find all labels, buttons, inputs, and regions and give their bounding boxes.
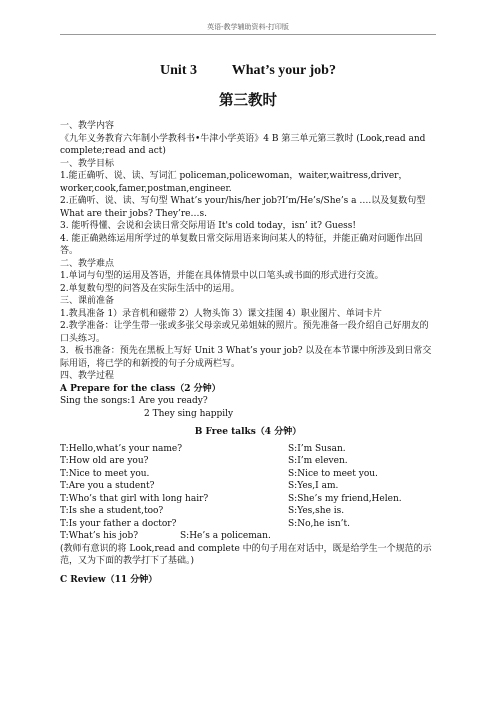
student-line: S:I’m Susan. bbox=[288, 443, 346, 454]
teacher-line: T:Hello,what’s your name? bbox=[60, 443, 183, 454]
student-line: S:Yes,I am. bbox=[288, 481, 339, 491]
dialog-row bbox=[60, 468, 436, 481]
goal-4: 4. 能正确熟练运用所学过的单复数日常交际用语来询问某人的特征，并能正确对问题作出回答。 bbox=[60, 233, 423, 256]
teacher-note: (教师有意识的将 Look,read and complete 中的句子用在对话中，既是给学生一个规范的示范，又为下面的教学打下了基础。) bbox=[60, 543, 432, 566]
song-1: Sing the songs:1 Are you ready? bbox=[60, 396, 208, 406]
preparation-2: 2.教学准备：让学生带一张或多张父母亲或兄弟姐妹的照片。预先准备一段介绍自己好朋友的口头练习。 bbox=[60, 321, 429, 344]
section-heading-goals: 一、教学目标 bbox=[60, 158, 115, 169]
section-heading-difficulties: 二、教学难点 bbox=[60, 258, 115, 269]
unit-title: Unit 3 What’s your job? bbox=[160, 63, 336, 78]
student-line: S:No,he isn’t. bbox=[288, 518, 350, 529]
difficulty-2: 2.单复数句型的问答及在实际生活中的运用。 bbox=[60, 283, 240, 294]
section-c-heading: C Review（11 分钟） bbox=[60, 574, 158, 585]
student-line: S:She’s my friend,Helen. bbox=[288, 493, 402, 504]
section-b-heading: B Free talks（4 分钟） bbox=[194, 427, 302, 437]
goal-2: 2.正确听、说、读、写句型 What’s your/his/her job?I’m/He’s/She’s a ….以及复数句型 What are their jobs? They’re…s. bbox=[60, 196, 426, 219]
dialog-row bbox=[60, 480, 436, 493]
dialog-row bbox=[60, 518, 436, 531]
document-body bbox=[60, 62, 436, 586]
section-heading-preparation: 三、课前准备 bbox=[60, 296, 115, 306]
dialog-row bbox=[60, 493, 436, 506]
header-rule bbox=[60, 34, 436, 35]
content-text: 《九年义务教育六年制小学教科书•牛津小学英语》4 B 第三单元第三教时 (Look,read and complete;read and act) bbox=[60, 133, 426, 156]
student-line: S:He’s a policeman. bbox=[180, 531, 271, 541]
dialog-row bbox=[60, 505, 436, 518]
dialog-row bbox=[60, 443, 436, 456]
lesson-subtitle: 第三教时 bbox=[219, 92, 277, 109]
preparation-3: 3．板书准备：预先在黑板上写好 Unit 3 What’s your job? 以及在本节课中所涉及到日常交际用语，将已学的和新授的句子分成两栏写。 bbox=[60, 346, 432, 369]
student-line: S:Nice to meet you. bbox=[288, 468, 378, 479]
section-heading-content: 一、教学内容 bbox=[60, 121, 115, 131]
difficulty-1: 1.单词与句型的运用及答语，并能在具体情景中以口笔头或书面的形式进行交流。 bbox=[60, 271, 384, 281]
student-line: S:Yes,she is. bbox=[288, 506, 345, 516]
free-talk-dialog bbox=[60, 443, 436, 543]
goal-3: 3. 能听得懂、会说和会读日常交际用语 It's cold today，isn’ it? Guess! bbox=[60, 221, 357, 231]
teacher-line: T:Is your father a doctor? bbox=[60, 518, 177, 529]
teacher-line: T:What’s his job? bbox=[60, 531, 139, 541]
dialog-row-last bbox=[60, 530, 436, 543]
goal-1: 1.能正确听、说、读、写词汇 policeman,policewoman，waiter,waitress,driver，worker,cook,famer,postman,engineer. bbox=[60, 171, 408, 194]
preparation-1: 1.教具准备 1）录音机和磁带 2）人物头饰 3）课文挂图 4）职业图片、单词卡片 bbox=[60, 308, 382, 319]
teacher-line: T:Who’s that girl with long hair? bbox=[60, 493, 209, 504]
section-a-heading: A Prepare for the class（2 分钟） bbox=[60, 383, 221, 394]
teacher-line: T:Nice to meet you. bbox=[60, 468, 150, 479]
teacher-line: T:Are you a student? bbox=[60, 481, 155, 491]
page-header: 英语-教学辅助资料-打印版 bbox=[207, 23, 289, 31]
section-heading-process: 四、教学过程 bbox=[60, 371, 115, 381]
dialog-row bbox=[60, 455, 436, 468]
teacher-line: T:How old are you? bbox=[60, 456, 149, 466]
song-2: 2 They sing happily bbox=[144, 408, 234, 419]
student-line: S:I’m eleven. bbox=[288, 456, 348, 466]
teacher-line: T:Is she a student,too? bbox=[60, 506, 164, 516]
